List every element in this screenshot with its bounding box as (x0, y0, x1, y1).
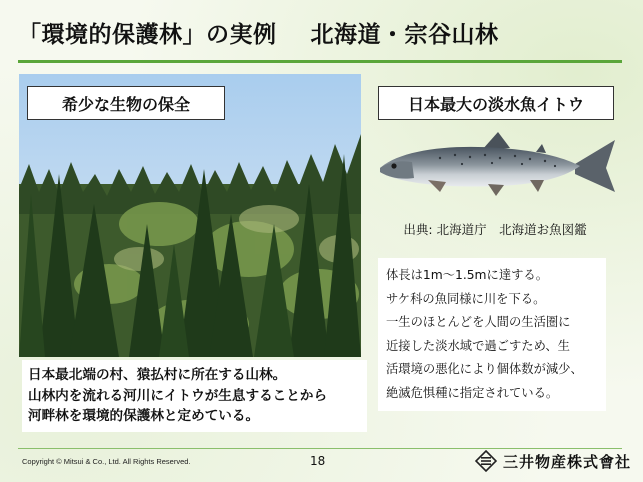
ito-line: 絶滅危惧種に指定されている。 (386, 385, 559, 400)
forest-description (22, 360, 367, 432)
ito-description (378, 258, 606, 411)
title-location: 北海道・宗谷山林 (310, 21, 499, 48)
slide-title-bar (18, 8, 628, 56)
company-name: 三井物産株式會社 (503, 452, 632, 471)
ito-line: 活環境の悪化により個体数が減少、 (386, 362, 583, 376)
right-heading: 日本最大の淡水魚イトウ (378, 86, 614, 120)
forest-line: 日本最北端の村、猿払村に所在する山林。 (28, 367, 287, 383)
left-heading: 希少な生物の保全 (27, 86, 225, 120)
ito-line: サケ科の魚同様に川を下る。 (386, 291, 546, 306)
ito-line: 近接した淡水域で過ごすため、生 (386, 338, 570, 353)
slide-title (18, 16, 499, 49)
forest-line: 河畔林を環境的保護林と定めている。 (28, 408, 260, 424)
title-divider (18, 60, 622, 63)
mitsui-mark-icon (475, 450, 497, 472)
forest-line: 山林内を流れる河川にイトウが生息することから (28, 387, 328, 404)
page-number: 18 (310, 454, 326, 468)
ito-line: 一生のほとんどを人間の生活圏に (386, 315, 571, 329)
copyright-notice: Copyright © Mitsui & Co., Ltd. All Rights Reserved. (22, 457, 191, 466)
company-logo (475, 450, 631, 472)
footer-divider (18, 448, 622, 449)
image-source: 出典: 北海道庁 北海道お魚図鑑 (403, 222, 587, 237)
title-main: 「環境的保護林」の実例 (18, 21, 277, 48)
ito-line: 体長は1m～1.5mに達する。 (386, 268, 549, 282)
ito-fish-illustration (370, 122, 620, 212)
